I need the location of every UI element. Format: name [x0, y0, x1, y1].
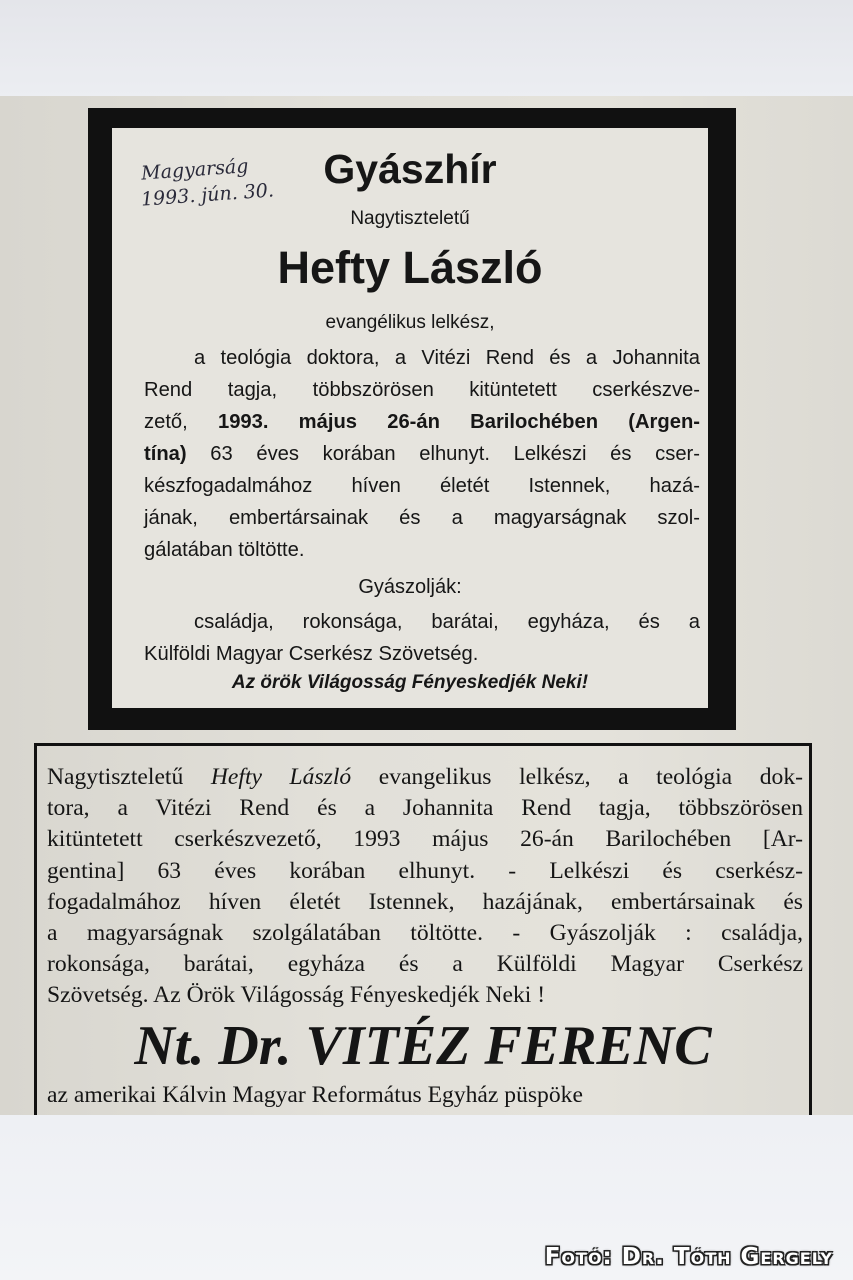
obituary-death-country: tína)	[144, 443, 187, 465]
obituary-body-line: gálatában töltötte.	[144, 539, 305, 561]
notice-text: evangelikus lelkész, a teológia dok-	[351, 764, 803, 790]
obituary-body-line: a teológia doktora, a Vitézi Rend és a Johannita	[194, 347, 700, 369]
obituary-mourners-line: családja, rokonsága, barátai, egyháza, és a	[194, 611, 700, 633]
handwritten-note-source: Magyarság	[140, 155, 250, 185]
notice-body-line	[47, 762, 803, 793]
obituary-honorific: Nagytiszteletű	[350, 208, 470, 229]
obituary-body-line: jának, embertársainak és a magyarságnak szol-	[144, 507, 700, 529]
obituary-mourners-line: Külföldi Magyar Cserkész Szövetség.	[144, 643, 479, 665]
notice-body-line: tora, a Vitézi Rend és a Johannita Rend tagja, többszörösen	[47, 795, 803, 822]
obituary-death-date-place: 1993. május 26-án Barilochében (Argen-	[217, 411, 700, 433]
obituary-body	[144, 342, 700, 566]
notice-body-line: rokonsága, barátai, egyháza és a Külföldi Magyar Cserkész	[47, 951, 803, 978]
obituary-panel	[112, 128, 708, 708]
background-surface-top	[0, 0, 853, 100]
notice-body-line: Szövetség. Az Örök Világosság Fényeskedjék Neki !	[47, 982, 546, 1009]
notice-body-line: gentina] 63 éves korában elhunyt. - Lelkészi és cserkész-	[47, 857, 803, 884]
notice-signer-name: Nt. Dr. VITÉZ FERENC	[134, 1015, 712, 1077]
notice-body-line: a magyarságnak szolgálatában töltötte. - Gyászolják : családja,	[47, 920, 803, 947]
obituary-body-text: 63 éves korában elhunyt. Lelkészi és cser-	[186, 443, 700, 465]
notice-body	[47, 762, 803, 1012]
notice-text: Nagytiszteletű	[47, 764, 211, 790]
notice-signer-title: az amerikai Kálvin Magyar Református Egyház püspöke	[47, 1082, 583, 1108]
notice-frame	[34, 743, 812, 1115]
notice-body-line: kitüntetett cserkészvezető, 1993 május 26-án Barilochében [Ar-	[47, 826, 803, 853]
obituary-body-line: készfogadalmához híven életét Istennek, hazá-	[144, 475, 700, 497]
obituary-mourners-label: Gyászolják:	[358, 576, 462, 598]
obituary-body-line	[144, 406, 700, 438]
photo-credit: Fotó: Dr. Tóth Gergely	[544, 1244, 833, 1270]
obituary-role: evangélikus lelkész,	[325, 312, 495, 333]
obituary-body-line: Rend tagja, többszörösen kitüntetett cserkészve-	[144, 379, 700, 401]
obituary-closing: Az örök Világosság Fényeskedjék Neki!	[231, 672, 589, 693]
notice-deceased-name: Hefty László	[210, 764, 352, 790]
obituary-title: Gyászhír	[323, 146, 497, 192]
notice-body-line: fogadalmához híven életét Istennek, hazájának, embertársainak és	[47, 888, 803, 915]
obituary-mourners	[144, 606, 700, 670]
obituary-body-line	[144, 438, 700, 470]
handwritten-note-date: 1993. jún. 30.	[140, 179, 275, 211]
obituary-body-text: zető,	[144, 411, 218, 433]
obituary-name: Hefty László	[277, 242, 543, 293]
obituary-frame	[88, 108, 736, 730]
